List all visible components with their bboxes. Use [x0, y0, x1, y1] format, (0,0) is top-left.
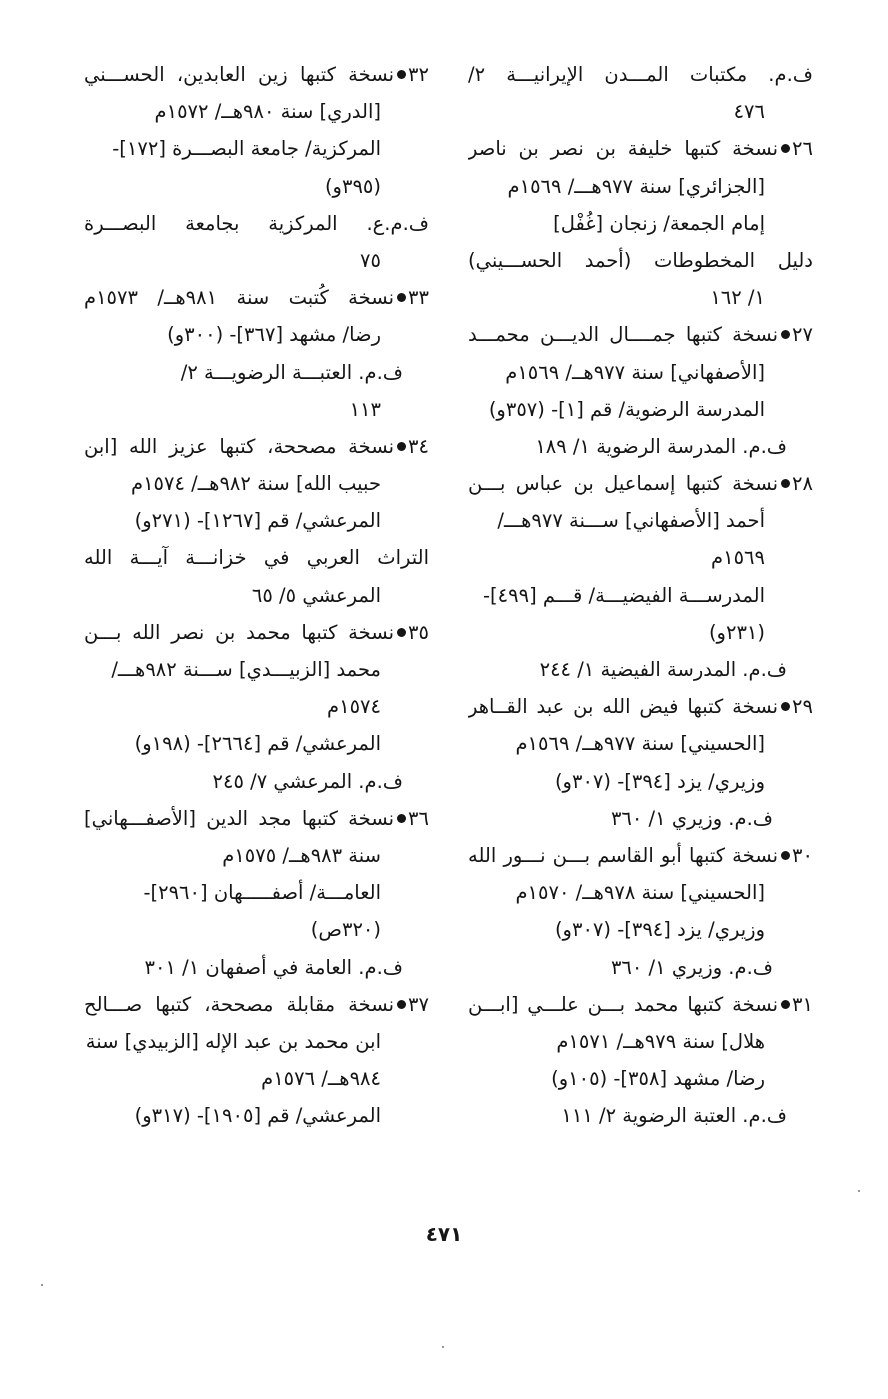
- text-line: [84, 354, 429, 391]
- text-line: [468, 391, 813, 428]
- line-text: ٤٧٦: [733, 100, 765, 124]
- line-text: [الحسيني] سنة ٩٧٧هــ/ ١٥٦٩م: [515, 732, 765, 756]
- text-line: [468, 205, 813, 242]
- text-line: [468, 725, 813, 762]
- line-text: ١/ ١٦٢: [710, 286, 765, 310]
- entry-number: ٣٥: [408, 620, 429, 644]
- scan-speck: [858, 1190, 860, 1192]
- text-line: [84, 1023, 429, 1060]
- line-text: ف.م. وزيري ١/ ٣٦٠: [610, 955, 773, 979]
- bullet-icon: [781, 1000, 790, 1009]
- text-line: [468, 763, 813, 800]
- entry-first-line: [468, 465, 813, 502]
- text-line: [468, 800, 813, 837]
- entry-first-line: [468, 688, 813, 725]
- line-text: ١٥٧٤م: [327, 695, 381, 719]
- text-line: [468, 614, 813, 651]
- text-line: [468, 874, 813, 911]
- scan-speck: [442, 1346, 444, 1348]
- text-line: [468, 354, 813, 391]
- line-text: المدرســـة الفيضيـــة/ قـــم [٤٩٩]-: [482, 583, 765, 607]
- text-line: [84, 1060, 429, 1097]
- entry-first-line: [84, 614, 429, 651]
- scan-speck: [41, 1284, 43, 1286]
- bullet-icon: [397, 442, 406, 451]
- entry-number: ٢٩: [792, 695, 813, 719]
- text-line: [468, 651, 813, 688]
- text-line: [84, 1097, 429, 1134]
- entry-first-line: [84, 279, 429, 316]
- entry-first-line: [84, 986, 429, 1023]
- line-text: ف.م. المرعشي ٧/ ٢٤٥: [212, 769, 403, 793]
- text-line: [468, 911, 813, 948]
- line-text: وزيري/ يزد [٣٩٤]- (٣٠٧و): [554, 918, 765, 942]
- line-text: [الدري] سنة ٩٨٠هــ/ ١٥٧٢م: [154, 100, 381, 124]
- text-line: [84, 465, 429, 502]
- entry-first-line: [84, 56, 429, 93]
- line-text: رضا/ مشهد [٣٥٨]- (١٠٥و): [551, 1067, 765, 1091]
- line-text: المرعشي/ قم [١٩٠٥]- (٣١٧و): [134, 1104, 381, 1128]
- entry-first-line: [468, 130, 813, 167]
- line-text: [الأصفهاني] سنة ٩٧٧هــ/ ١٥٦٩م: [505, 360, 765, 384]
- line-text: [الجزائري] سنة ٩٧٧هـــ/ ١٥٦٩م: [507, 174, 765, 198]
- entry-number: ٢٧: [792, 323, 813, 347]
- text-line: [84, 874, 429, 911]
- line-text: ف.م. وزيري ١/ ٣٦٠: [610, 806, 773, 830]
- entry-number: ٣٠: [792, 843, 813, 867]
- bullet-icon: [781, 144, 790, 153]
- entry-number: ٣٢: [408, 63, 429, 86]
- bullet-icon: [397, 1000, 406, 1009]
- line-text: ف.م.ع. المركزية بجامعة البصـــرة: [84, 211, 429, 235]
- text-line: [84, 688, 429, 725]
- text-line: [84, 130, 429, 167]
- text-line: [468, 168, 813, 205]
- line-text: دليل المخطوطات (أحمد الحســـيني): [468, 248, 813, 272]
- line-text: ف.م. المدرسة الرضوية ١/ ١٨٩: [535, 434, 787, 458]
- line-text: المدرسة الرضوية/ قم [١]- (٣٥٧و): [488, 397, 765, 421]
- line-text: نسخة كتبها محمد بـــن علـــي [ابـــن: [468, 992, 779, 1016]
- text-line: [84, 911, 429, 948]
- line-text: هلال] سنة ٩٧٩هــ/ ١٥٧١م: [556, 1029, 765, 1053]
- entry-first-line: [468, 837, 813, 874]
- line-text: محمد [الزبيـــدي] ســـنة ٩٨٢هـــ/: [111, 658, 381, 681]
- text-line: [468, 279, 813, 316]
- line-text: المركزية/ جامعة البصـــرة [١٧٢]-: [112, 137, 381, 161]
- entry-number: ٣٦: [408, 806, 429, 830]
- text-line: [468, 93, 813, 130]
- text-line: [84, 205, 429, 242]
- line-text: نسخة كتبها فيض الله بن عبد القــاهر: [468, 695, 779, 719]
- line-text: أحمد [الأصفهاني] ســـنة ٩٧٧هـــ/: [497, 509, 765, 533]
- entry-first-line: [84, 800, 429, 837]
- line-text: نسخة كتبها خليفة بن نصر بن ناصر: [468, 137, 779, 161]
- bullet-icon: [397, 814, 406, 823]
- text-line: [84, 502, 429, 539]
- line-text: رضا/ مشهد [٣٦٧]- (٣٠٠و): [167, 323, 381, 347]
- line-text: سنة ٩٨٣هــ/ ١٥٧٥م: [222, 843, 381, 867]
- line-text: ف.م. العامة في أصفهان ١/ ٣٠١: [144, 955, 403, 979]
- left-column: [84, 56, 429, 1134]
- entry-number: ٣١: [792, 992, 813, 1016]
- text-line: [468, 56, 813, 93]
- bullet-icon: [397, 628, 406, 637]
- text-line: [84, 837, 429, 874]
- text-line: [468, 949, 813, 986]
- text-line: [468, 242, 813, 279]
- line-text: المرعشي/ قم [١٢٦٧]- (٢٧١و): [134, 509, 381, 533]
- text-line: [84, 763, 429, 800]
- text-line: [84, 725, 429, 762]
- text-line: [84, 168, 429, 205]
- entry-number: ٢٨: [792, 472, 813, 496]
- line-text: نسخة مقابلة مصححة، كتبها صـــالح: [84, 992, 395, 1016]
- text-line: [84, 577, 429, 614]
- line-text: نسخة كتبها إسماعيل بن عباس بـــن: [468, 472, 779, 496]
- page-number: ٤٧١: [425, 1222, 463, 1246]
- line-text: نسخة كتبها محمد بن نصر الله بـــن: [84, 620, 395, 644]
- text-line: [84, 651, 429, 688]
- line-text: ١٥٦٩م: [711, 546, 765, 570]
- text-line: [468, 1060, 813, 1097]
- text-line: [84, 93, 429, 130]
- line-text: المرعشي/ قم [٢٦٦٤]- (١٩٨و): [134, 732, 381, 756]
- line-text: ف.م. مكتبات المـــدن الإيرانيـــة ٢/: [468, 63, 813, 86]
- line-text: نسخة مصححة، كتبها عزيز الله [ابن: [84, 434, 395, 458]
- text-line: [468, 577, 813, 614]
- entry-number: ٢٦: [792, 137, 813, 161]
- line-text: (٣٢٠ص): [310, 918, 381, 942]
- line-text: نسخة كتبها أبو القاسم بـــن نـــور الله: [468, 843, 779, 867]
- text-line: [468, 502, 813, 539]
- line-text: ٩٨٤هــ/ ١٥٧٦م: [261, 1067, 381, 1091]
- line-text: (٢٣١و): [708, 620, 765, 644]
- line-text: نسخة كُتبت سنة ٩٨١هــ/ ١٥٧٣م: [84, 286, 395, 310]
- line-text: ف.م. المدرسة الفيضية ١/ ٢٤٤: [539, 658, 787, 681]
- right-column: [468, 56, 813, 1134]
- bullet-icon: [781, 702, 790, 711]
- text-line: [84, 242, 429, 279]
- line-text: حبيب الله] سنة ٩٨٢هــ/ ١٥٧٤م: [130, 472, 381, 496]
- entry-first-line: [84, 428, 429, 465]
- line-text: التراث العربي في خزانـــة آيـــة الله: [84, 546, 429, 570]
- line-text: (٣٩٥و): [324, 174, 381, 198]
- entry-number: ٣٤: [408, 434, 429, 458]
- text-line: [468, 539, 813, 576]
- line-text: المرعشي ٥/ ٦٥: [251, 583, 381, 607]
- line-text: نسخة كتبها مجد الدين [الأصفـــهاني]: [84, 806, 395, 830]
- bullet-icon: [781, 851, 790, 860]
- line-text: ف.م. العتبـــة الرضويـــة ٢/: [180, 360, 403, 384]
- text-line: [84, 391, 429, 428]
- entry-first-line: [468, 316, 813, 353]
- line-text: إمام الجمعة/ زنجان [غُفْل]: [553, 211, 765, 235]
- line-text: [الحسيني] سنة ٩٧٨هــ/ ١٥٧٠م: [515, 881, 765, 905]
- text-line: [468, 1097, 813, 1134]
- line-text: نسخة كتبها جمــــال الديـــن محمـــد: [468, 323, 779, 347]
- line-text: ١١٣: [349, 397, 381, 421]
- bullet-icon: [781, 479, 790, 488]
- line-text: ٧٥: [360, 248, 381, 272]
- line-text: نسخة كتبها زين العابدين، الحســـني: [84, 63, 395, 86]
- bullet-icon: [397, 70, 406, 79]
- line-text: ف.م. العتبة الرضوية ٢/ ١١١: [561, 1104, 787, 1128]
- line-text: العامـــة/ أصفـــــهان [٢٩٦٠]-: [143, 881, 381, 905]
- entry-number: ٣٣: [408, 286, 429, 310]
- entry-number: ٣٧: [408, 992, 429, 1016]
- bullet-icon: [781, 330, 790, 339]
- line-text: ابن محمد بن عبد الإله [الزبيدي] سنة: [85, 1029, 381, 1053]
- text-line: [468, 1023, 813, 1060]
- text-line: [84, 949, 429, 986]
- text-line: [84, 539, 429, 576]
- text-line: [84, 316, 429, 353]
- text-line: [468, 428, 813, 465]
- entry-first-line: [468, 986, 813, 1023]
- line-text: وزيري/ يزد [٣٩٤]- (٣٠٧و): [554, 769, 765, 793]
- bullet-icon: [397, 293, 406, 302]
